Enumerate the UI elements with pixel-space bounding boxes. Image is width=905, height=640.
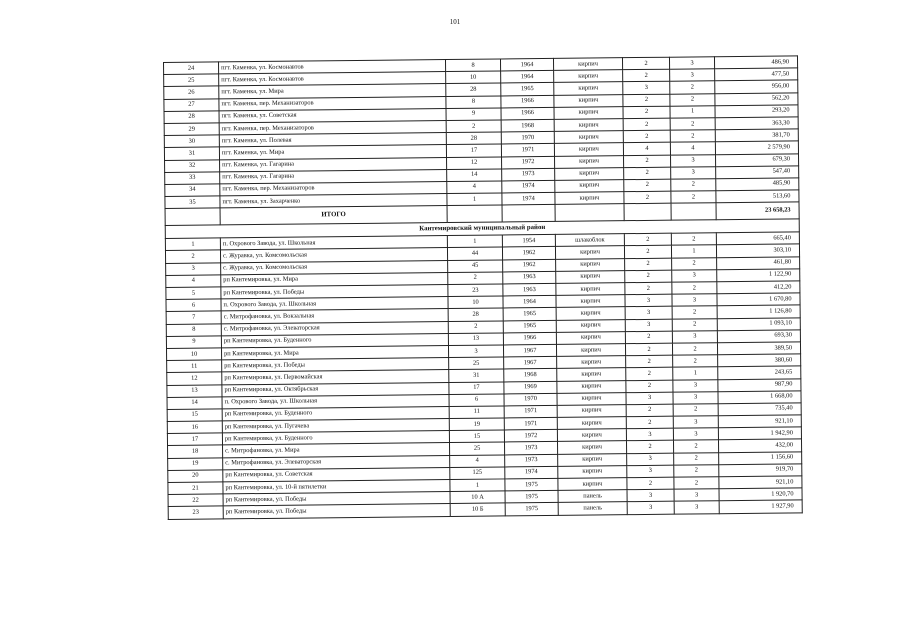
house-number-cell: 8: [446, 96, 501, 109]
area-cell: 303,10: [716, 244, 799, 257]
build-year-cell: 1974: [502, 180, 555, 193]
row-number-cell: 6: [166, 299, 221, 312]
entrances-cell: 3: [672, 270, 717, 283]
wall-material-cell: кирпич: [554, 82, 623, 95]
row-number-cell: 17: [167, 433, 222, 446]
row-number-cell: 2: [165, 250, 220, 263]
total-cell-empty: [624, 203, 671, 220]
wall-material-cell: кирпич: [556, 283, 625, 296]
area-cell: 380,60: [718, 354, 801, 367]
house-number-cell: 45: [448, 260, 503, 273]
floors-cell: 2: [623, 130, 670, 143]
house-number-cell: 15: [449, 430, 504, 443]
wall-material-cell: кирпич: [554, 70, 623, 83]
address-cell: пгт. Каменка, ул. Советская: [219, 108, 446, 123]
area-cell: 1 920,70: [719, 488, 802, 501]
row-number-cell: 35: [165, 196, 220, 209]
entrances-cell: 4: [670, 142, 715, 155]
wall-material-cell: панель: [558, 502, 627, 515]
entrances-cell: 2: [670, 93, 715, 106]
address-cell: пгт. Каменка, ул. Космонавтов: [219, 60, 446, 75]
row-number-cell: 14: [167, 397, 222, 410]
house-number-cell: 10 А: [450, 491, 505, 504]
house-number-cell: 1: [450, 479, 505, 492]
build-year-cell: 1975: [505, 478, 558, 491]
floors-cell: 2: [626, 441, 673, 454]
housing-table: [163, 55, 803, 519]
wall-material-cell: кирпич: [558, 453, 627, 466]
entrances-cell: 3: [673, 391, 718, 404]
floors-cell: 2: [623, 106, 670, 119]
house-number-cell: 17: [449, 381, 504, 394]
area-cell: 1 927,90: [719, 500, 802, 513]
entrances-cell: 2: [670, 118, 715, 131]
wall-material-cell: кирпич: [556, 307, 625, 320]
floors-cell: 2: [623, 118, 670, 131]
address-cell: с. Митрофановка, ул. Вокзальная: [221, 309, 448, 324]
build-year-cell: 1967: [504, 357, 557, 370]
address-cell: пгт. Каменка, ул. Захарченко: [220, 194, 447, 209]
entrances-cell: 2: [674, 465, 719, 478]
wall-material-cell: шлакоблок: [555, 234, 624, 247]
area-cell: 1 126,80: [717, 305, 800, 318]
address-cell: рп Кантемировка, ул. 10-й пятилетки: [223, 480, 450, 495]
house-number-cell: 25: [449, 357, 504, 370]
house-number-cell: 13: [448, 333, 503, 346]
row-number-cell: 12: [167, 372, 222, 385]
address-cell: рп Кантемировка, ул. Победы: [222, 358, 449, 373]
entrances-cell: 1: [670, 105, 715, 118]
floors-cell: 2: [625, 282, 672, 295]
row-number-cell: 23: [168, 506, 223, 519]
house-number-cell: 25: [450, 442, 505, 455]
floors-cell: 3: [625, 319, 672, 332]
build-year-cell: 1965: [501, 83, 554, 96]
wall-material-cell: кирпич: [556, 295, 625, 308]
row-number-cell: 13: [167, 384, 222, 397]
floors-cell: 3: [625, 307, 672, 320]
house-number-cell: 2: [446, 120, 501, 133]
entrances-cell: 3: [672, 330, 717, 343]
build-year-cell: 1968: [504, 369, 557, 382]
house-number-cell: 28: [446, 83, 501, 96]
entrances-cell: 1: [673, 367, 718, 380]
address-cell: с. Журавка, ул. Комсомольская: [220, 248, 447, 263]
wall-material-cell: кирпич: [554, 143, 623, 156]
floors-cell: 3: [626, 392, 673, 405]
address-cell: п. Охрового Завода, ул. Школьная: [222, 394, 449, 409]
row-number-cell: 10: [166, 348, 221, 361]
area-cell: 921,10: [718, 415, 801, 428]
row-number-cell: 8: [166, 323, 221, 336]
build-year-cell: 1971: [504, 417, 557, 430]
address-cell: с. Митрофановка, ул. Элеваторская: [223, 455, 450, 470]
area-cell: 485,90: [716, 178, 799, 191]
address-cell: рп Кантемировка, ул. Победы: [221, 285, 448, 300]
wall-material-cell: кирпич: [557, 356, 626, 369]
floors-cell: 2: [624, 179, 671, 192]
wall-material-cell: кирпич: [556, 331, 625, 344]
area-cell: 956,00: [715, 80, 798, 93]
address-cell: рп Кантемировка, ул. Мира: [221, 345, 448, 360]
floors-cell: 2: [624, 246, 671, 259]
area-cell: 547,40: [716, 166, 799, 179]
address-cell: рп Кантемировка, ул. Буденного: [222, 431, 449, 446]
build-year-cell: 1965: [503, 320, 556, 333]
wall-material-cell: кирпич: [557, 429, 626, 442]
house-number-cell: 10: [448, 296, 503, 309]
area-cell: 243,65: [718, 366, 801, 379]
build-year-cell: 1964: [503, 296, 556, 309]
area-cell: 1 156,60: [719, 451, 802, 464]
wall-material-cell: кирпич: [556, 270, 625, 283]
floors-cell: 2: [625, 270, 672, 283]
entrances-cell: 2: [671, 179, 716, 192]
entrances-cell: 3: [670, 154, 715, 167]
address-cell: пгт. Каменка, пер. Механизаторов: [220, 181, 447, 196]
address-cell: рп Кантемировка, ул. Первомайская: [222, 370, 449, 385]
wall-material-cell: кирпич: [557, 441, 626, 454]
area-cell: 693,30: [717, 330, 800, 343]
total-label: ИТОГО: [220, 206, 447, 225]
house-number-cell: 19: [449, 418, 504, 431]
house-number-cell: 14: [447, 169, 502, 182]
row-number-cell: 25: [164, 74, 219, 87]
entrances-cell: 2: [671, 191, 716, 204]
area-cell: 412,20: [717, 281, 800, 294]
wall-material-cell: кирпич: [557, 417, 626, 430]
build-year-cell: 1975: [505, 503, 558, 516]
house-number-cell: 1: [447, 193, 502, 206]
area-cell: 2 579,90: [715, 141, 798, 154]
build-year-cell: 1966: [501, 107, 554, 120]
row-number-cell: 16: [167, 421, 222, 434]
entrances-cell: 3: [674, 489, 719, 502]
house-number-cell: 28: [446, 132, 501, 145]
floors-cell: 2: [625, 343, 672, 356]
build-year-cell: 1970: [501, 132, 554, 145]
row-number-cell: 28: [164, 111, 219, 124]
row-number-cell: 34: [165, 184, 220, 197]
house-number-cell: 2: [448, 272, 503, 285]
wall-material-cell: кирпич: [558, 465, 627, 478]
row-number-cell: 33: [165, 172, 220, 185]
row-number-cell: 19: [168, 458, 223, 471]
entrances-cell: 3: [674, 501, 719, 514]
row-number-cell: 5: [166, 287, 221, 300]
build-year-cell: 1972: [502, 156, 555, 169]
entrances-cell: 3: [673, 379, 718, 392]
address-cell: пгт. Каменка, ул. Космонавтов: [219, 72, 446, 87]
area-cell: 513,60: [716, 190, 799, 203]
floors-cell: 2: [624, 167, 671, 180]
floors-cell: 2: [627, 477, 674, 490]
house-number-cell: 44: [447, 247, 502, 260]
total-cell-empty: [165, 208, 220, 226]
floors-cell: 2: [625, 258, 672, 271]
build-year-cell: 1970: [504, 393, 557, 406]
area-cell: 562,20: [715, 92, 798, 105]
floors-cell: 2: [624, 233, 671, 246]
house-number-cell: 10 Б: [450, 503, 505, 516]
entrances-cell: 2: [672, 343, 717, 356]
total-cell-empty: [671, 203, 716, 220]
floors-cell: 3: [627, 502, 674, 515]
wall-material-cell: кирпич: [557, 405, 626, 418]
total-area: 23 658,23: [716, 202, 799, 220]
build-year-cell: 1971: [501, 144, 554, 157]
entrances-cell: 2: [674, 452, 719, 465]
wall-material-cell: кирпич: [557, 368, 626, 381]
entrances-cell: 2: [672, 318, 717, 331]
floors-cell: 4: [623, 143, 670, 156]
row-number-cell: 24: [164, 62, 219, 75]
wall-material-cell: кирпич: [557, 392, 626, 405]
wall-material-cell: кирпич: [555, 180, 624, 193]
entrances-cell: 1: [671, 245, 716, 258]
total-cell-empty: [555, 204, 624, 222]
floors-cell: 2: [624, 191, 671, 204]
address-cell: пгт. Каменка, ул. Полевая: [219, 133, 446, 148]
build-year-cell: 1963: [503, 283, 556, 296]
row-number-cell: 20: [168, 470, 223, 483]
row-number-cell: 30: [164, 135, 219, 148]
row-number-cell: 29: [164, 123, 219, 136]
entrances-cell: 3: [670, 69, 715, 82]
area-cell: 1 670,80: [717, 293, 800, 306]
wall-material-cell: кирпич: [556, 258, 625, 271]
build-year-cell: 1966: [501, 95, 554, 108]
address-cell: п. Охрового Завода, ул. Школьная: [221, 297, 448, 312]
area-cell: 477,50: [715, 68, 798, 81]
build-year-cell: 1954: [502, 235, 555, 248]
area-cell: 293,20: [715, 105, 798, 118]
wall-material-cell: кирпич: [556, 319, 625, 332]
house-number-cell: 28: [448, 308, 503, 321]
address-cell: рп Кантемировка, ул. Пугачева: [222, 419, 449, 434]
floors-cell: 3: [623, 82, 670, 95]
section-title: Кантемировский муниципальный район: [165, 219, 799, 239]
row-number-cell: 22: [168, 494, 223, 507]
build-year-cell: 1973: [502, 168, 555, 181]
address-cell: с. Митрофановка, ул. Элеваторская: [221, 321, 448, 336]
area-cell: 1 942,90: [718, 427, 801, 440]
page-number: 101: [449, 18, 461, 26]
total-cell-empty: [447, 205, 502, 223]
address-cell: пгт. Каменка, ул. Гагарина: [220, 157, 447, 172]
floors-cell: 3: [627, 465, 674, 478]
entrances-cell: 3: [673, 416, 718, 429]
floors-cell: 2: [626, 404, 673, 417]
house-number-cell: 3: [448, 345, 503, 358]
build-year-cell: 1966: [503, 332, 556, 345]
build-year-cell: 1974: [502, 192, 555, 205]
floors-cell: 2: [626, 416, 673, 429]
floors-cell: 2: [623, 94, 670, 107]
house-number-cell: 9: [446, 108, 501, 121]
row-number-cell: 18: [168, 445, 223, 458]
house-number-cell: 31: [449, 369, 504, 382]
build-year-cell: 1964: [500, 58, 553, 71]
row-number-cell: 11: [167, 360, 222, 373]
area-cell: 381,70: [715, 129, 798, 142]
address-cell: пгт. Каменка, пер. Механизаторов: [219, 96, 446, 111]
row-number-cell: 3: [166, 263, 221, 276]
entrances-cell: 2: [673, 404, 718, 417]
house-number-cell: 2: [448, 321, 503, 334]
floors-cell: 2: [625, 331, 672, 344]
wall-material-cell: кирпич: [555, 192, 624, 205]
area-cell: 432,00: [718, 439, 801, 452]
entrances-cell: 3: [671, 166, 716, 179]
address-cell: п. Охрового Завода, ул. Школьная: [220, 236, 447, 251]
wall-material-cell: кирпич: [555, 155, 624, 168]
wall-material-cell: панель: [558, 490, 627, 503]
house-number-cell: 11: [449, 406, 504, 419]
entrances-cell: 2: [672, 306, 717, 319]
build-year-cell: 1965: [503, 308, 556, 321]
address-cell: пгт. Каменка, ул. Мира: [219, 84, 446, 99]
area-cell: 389,50: [717, 342, 800, 355]
area-cell: 1 668,00: [718, 391, 801, 404]
address-cell: рп Кантемировка, ул. Победы: [223, 504, 450, 519]
house-number-cell: 4: [450, 455, 505, 468]
wall-material-cell: кирпич: [555, 246, 624, 259]
house-number-cell: 125: [450, 467, 505, 480]
floors-cell: 2: [623, 69, 670, 82]
wall-material-cell: кирпич: [554, 119, 623, 132]
wall-material-cell: кирпич: [556, 344, 625, 357]
area-cell: 987,90: [718, 378, 801, 391]
build-year-cell: 1968: [501, 119, 554, 132]
floors-cell: 3: [626, 428, 673, 441]
floors-cell: 2: [622, 57, 669, 70]
build-year-cell: 1972: [504, 430, 557, 443]
house-number-cell: 4: [447, 181, 502, 194]
build-year-cell: 1967: [503, 344, 556, 357]
table-section-kamenka: [164, 56, 799, 209]
area-cell: 461,80: [717, 256, 800, 269]
housing-table-sheet: [163, 55, 803, 519]
area-cell: 665,40: [716, 232, 799, 245]
wall-material-cell: кирпич: [557, 380, 626, 393]
area-cell: 679,30: [715, 153, 798, 166]
entrances-cell: 2: [673, 440, 718, 453]
floors-cell: 3: [625, 294, 672, 307]
area-cell: 1 093,10: [717, 317, 800, 330]
area-cell: 363,30: [715, 117, 798, 130]
row-number-cell: 4: [166, 275, 221, 288]
floors-cell: 2: [626, 355, 673, 368]
row-number-cell: 15: [167, 409, 222, 422]
wall-material-cell: кирпич: [554, 94, 623, 107]
house-number-cell: 10: [446, 71, 501, 84]
address-cell: рп Кантемировка, ул. Буденного: [221, 333, 448, 348]
floors-cell: 2: [626, 367, 673, 380]
row-number-cell: 31: [164, 147, 219, 160]
row-number-cell: 27: [164, 98, 219, 111]
area-cell: 486,90: [714, 56, 797, 69]
address-cell: пгт. Каменка, пер. Механизаторов: [219, 120, 446, 135]
house-number-cell: 6: [449, 394, 504, 407]
entrances-cell: 3: [673, 428, 718, 441]
table-section-kantemirovka: [165, 232, 802, 519]
build-year-cell: 1962: [503, 259, 556, 272]
build-year-cell: 1971: [504, 405, 557, 418]
floors-cell: 2: [624, 155, 671, 168]
build-year-cell: 1964: [501, 71, 554, 84]
floors-cell: 3: [627, 489, 674, 502]
entrances-cell: 2: [672, 282, 717, 295]
wall-material-cell: кирпич: [554, 131, 623, 144]
entrances-cell: 2: [674, 477, 719, 490]
build-year-cell: 1962: [502, 247, 555, 260]
row-number-cell: 26: [164, 86, 219, 99]
address-cell: пгт. Каменка, ул. Мира: [219, 145, 446, 160]
house-number-cell: 17: [446, 144, 501, 157]
build-year-cell: 1973: [505, 454, 558, 467]
row-number-cell: 32: [165, 159, 220, 172]
address-cell: рп Кантемировка, ул. Мира: [221, 272, 448, 287]
entrances-cell: 3: [672, 294, 717, 307]
build-year-cell: 1969: [504, 381, 557, 394]
entrances-cell: 2: [672, 257, 717, 270]
build-year-cell: 1975: [505, 491, 558, 504]
address-cell: рп Кантемировка, ул. Советская: [223, 467, 450, 482]
entrances-cell: 2: [671, 233, 716, 246]
address-cell: с. Журавка, ул. Комсомольская: [221, 260, 448, 275]
house-number-cell: 23: [448, 284, 503, 297]
address-cell: с. Митрофановка, ул. Мира: [223, 443, 450, 458]
total-cell-empty: [502, 205, 555, 223]
floors-cell: 2: [626, 380, 673, 393]
entrances-cell: 2: [670, 81, 715, 94]
row-number-cell: 7: [166, 311, 221, 324]
wall-material-cell: кирпич: [553, 58, 622, 71]
address-cell: пгт. Каменка, ул. Гагарина: [220, 169, 447, 184]
build-year-cell: 1974: [505, 466, 558, 479]
row-number-cell: 9: [166, 336, 221, 349]
wall-material-cell: кирпич: [554, 106, 623, 119]
address-cell: рп Кантемировка, ул. Октябрьская: [222, 382, 449, 397]
area-cell: 735,40: [718, 403, 801, 416]
area-cell: 921,10: [719, 476, 802, 489]
address-cell: рп Кантемировка, ул. Буденного: [222, 406, 449, 421]
entrances-cell: 3: [669, 57, 714, 70]
house-number-cell: 8: [445, 59, 500, 72]
wall-material-cell: кирпич: [555, 167, 624, 180]
house-number-cell: 1: [447, 235, 502, 248]
address-cell: рп Кантемировка, ул. Победы: [223, 492, 450, 507]
build-year-cell: 1973: [505, 442, 558, 455]
build-year-cell: 1963: [503, 271, 556, 284]
house-number-cell: 12: [447, 156, 502, 169]
area-cell: 1 122,90: [717, 269, 800, 282]
row-number-cell: 21: [168, 482, 223, 495]
entrances-cell: 2: [673, 355, 718, 368]
entrances-cell: 2: [670, 130, 715, 143]
floors-cell: 3: [627, 453, 674, 466]
area-cell: 919,70: [719, 464, 802, 477]
row-number-cell: 1: [165, 238, 220, 251]
wall-material-cell: кирпич: [558, 478, 627, 491]
